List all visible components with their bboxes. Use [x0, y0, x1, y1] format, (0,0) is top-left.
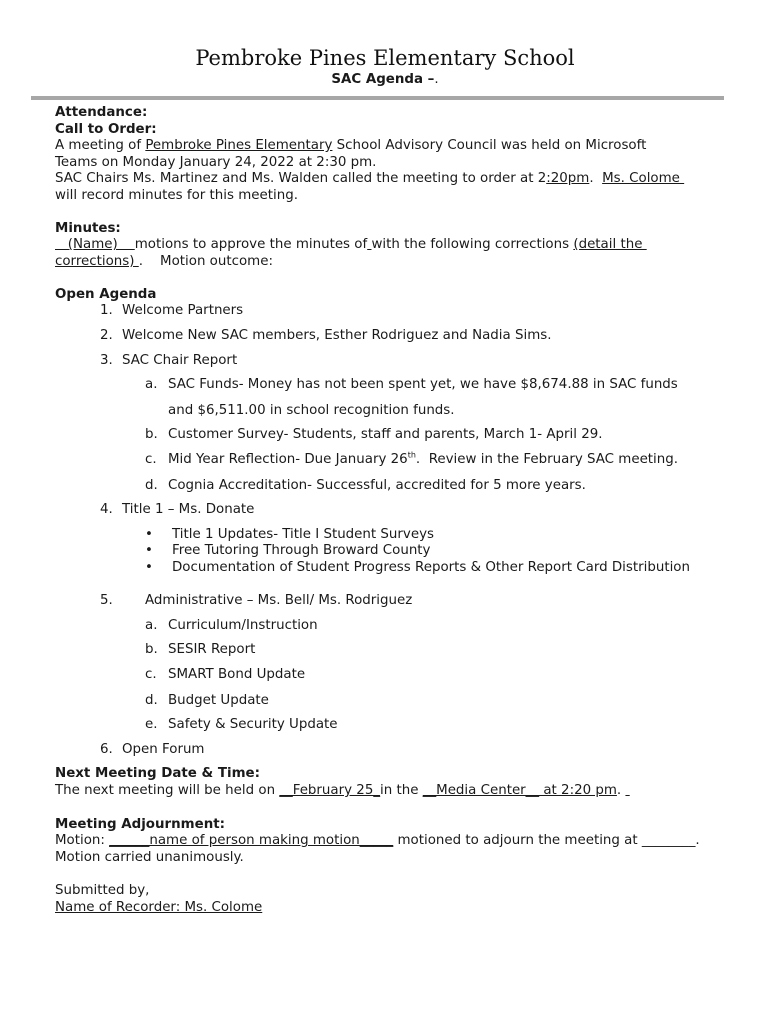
bullet-icon: •: [145, 543, 153, 558]
attendance-heading: Attendance:: [55, 105, 148, 120]
list-item: 3. SAC Chair Report: [100, 353, 238, 368]
list-item: 2. Welcome New SAC members, Esther Rodriguez and Nadia Sims.: [100, 328, 552, 343]
list-item: d. Budget Update: [145, 693, 269, 708]
document-subtitle: [0, 72, 770, 87]
minutes-line-1: (Name) motions to approve the minutes of with the following corrections (detail the: [55, 237, 647, 252]
list-item: 4. Title 1 – Ms. Donate: [100, 502, 255, 517]
list-item: d. Cognia Accreditation- Successful, accredited for 5 more years.: [145, 478, 586, 493]
adjournment-line-1: Motion: ______name of person making motion_____ motioned to adjourn the meeting at ________.: [55, 833, 700, 848]
list-item: and $6,511.00 in school recognition funds.: [168, 403, 455, 418]
school-name: Pembroke Pines Elementary: [145, 138, 333, 153]
motion-name-blank: (Name): [55, 237, 135, 252]
subtitle-suffix: .: [434, 72, 439, 87]
list-item: 5. Administrative – Ms. Bell/ Ms. Rodriguez: [100, 593, 413, 608]
call-to-order-line-3: SAC Chairs Ms. Martinez and Ms. Walden called the meeting to order at 2:20pm. Ms. Colome: [55, 171, 685, 186]
list-item: 1. Welcome Partners: [100, 303, 244, 318]
submitted-by-label: Submitted by,: [55, 883, 150, 898]
adjournment-line-2: Motion carried unanimously.: [55, 850, 244, 865]
corrections-blank: (detail the: [573, 237, 647, 252]
minutes-heading: Minutes:: [55, 221, 121, 236]
recorder-signature: Name of Recorder: Ms. Colome: [55, 900, 263, 915]
recorder-name: Ms. Colome: [602, 171, 685, 186]
open-agenda-heading: Open Agenda: [55, 287, 157, 302]
adjournment-heading: Meeting Adjournment:: [55, 817, 225, 832]
header-divider: [31, 96, 724, 100]
list-item: • Free Tutoring Through Broward County: [145, 543, 431, 558]
list-item: c. Mid Year Reflection- Due January 26th. Review in the February SAC meeting.: [145, 450, 679, 467]
call-to-order-heading: Call to Order:: [55, 122, 157, 137]
minutes-line-2: corrections) . Motion outcome:: [55, 254, 273, 269]
list-item: • Documentation of Student Progress Reports & Other Report Card Distribution: [145, 560, 690, 575]
list-item: b. SESIR Report: [145, 642, 256, 657]
list-item: c. SMART Bond Update: [145, 667, 306, 682]
next-meeting-date: __February 25_: [279, 783, 381, 798]
list-item: a. SAC Funds- Money has not been spent yet, we have $8,674.88 in SAC funds: [145, 377, 678, 392]
next-meeting-heading: Next Meeting Date & Time:: [55, 766, 260, 781]
next-meeting-place: __Media Center__ at 2:20 pm: [422, 783, 617, 798]
call-to-order-line-4: will record minutes for this meeting.: [55, 188, 298, 203]
document-title: Pembroke Pines Elementary School: [195, 46, 575, 70]
list-item: e. Safety & Security Update: [145, 717, 338, 732]
list-item: a. Curriculum/Instruction: [145, 618, 318, 633]
list-item: 6. Open Forum: [100, 742, 205, 757]
subtitle-label: SAC Agenda –: [331, 72, 435, 87]
next-meeting-line: The next meeting will be held on __February 25_in the __Media Center__ at 2:20 pm.: [55, 783, 626, 798]
bullet-icon: •: [145, 527, 153, 542]
call-time: :20pm: [546, 171, 590, 186]
call-to-order-line-1: A meeting of Pembroke Pines Elementary School Advisory Council was held on Microsoft: [55, 138, 647, 153]
list-item: b. Customer Survey- Students, staff and parents, March 1- April 29.: [145, 427, 603, 442]
motion-maker-blank: ______name of person making motion_____: [109, 833, 394, 848]
call-to-order-line-2: Teams on Monday January 24, 2022 at 2:30 pm.: [55, 155, 377, 170]
bullet-icon: •: [145, 560, 153, 575]
list-item: • Title 1 Updates- Title I Student Surveys: [145, 527, 434, 542]
